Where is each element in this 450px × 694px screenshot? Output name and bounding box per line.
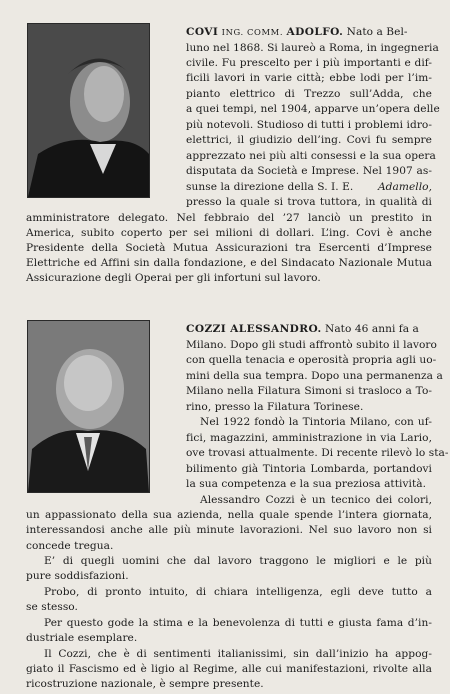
cozzi-name: COZZI ALESSANDRO. (186, 323, 322, 335)
cozzi-line-15: concede tregua. (26, 540, 114, 552)
cozzi-line-7: Nel 1922 fondò la Tintoria Milano, con uf- (200, 416, 432, 428)
cozzi-line-24: ricostruzione nazionale, è sempre presente. (26, 678, 264, 690)
covi-line-11 (186, 181, 432, 194)
cozzi-line-9: ove trovasi attualmente. Di recente rilevò lo sta- (186, 447, 449, 459)
covi-line-9: apprezzato nei più alti consessi e la sua opera (186, 150, 436, 162)
cozzi-line-22: Il Cozzi, che è di sentimenti italianissimi, sin dall’inizio ha appog- (44, 648, 432, 660)
portrait-adolfo-covi (27, 23, 150, 198)
cozzi-line-14: interessandosi anche alle più minute lavorazioni. Nel suo lavoro non si (26, 524, 432, 536)
covi-surname: COVI (186, 26, 219, 38)
cozzi-line-21: dustriale esemplare. (26, 632, 138, 644)
cozzi-line-23: giato il Fascismo ed è ligio al Regime, alle cui manifestazioni, rivolte alla (26, 663, 432, 675)
covi-line-4: ficili lavori in varie città; ebbe lodi per l’im- (186, 72, 432, 84)
cozzi-line-8: fici, magazzini, amministrazione in via Lario, (186, 432, 432, 444)
covi-line-6: a quei tempi, nel 1904, apparve un’opera delle (186, 103, 440, 115)
cozzi-line-19: se stesso. (26, 601, 78, 613)
cozzi-line-6: rino, presso la Filatura Torinese. (186, 401, 364, 413)
covi-line-14: America, subito coperto per sei milioni di dollari. L’ing. Covi è anche (26, 227, 432, 239)
cozzi-line-17: pure soddisfazioni. (26, 570, 129, 582)
covi-line-17: Assicurazione degli Operai per gli infortuni sul lavoro. (26, 272, 321, 284)
covi-company-name: Adamello, (377, 181, 432, 193)
portrait-alessandro-cozzi (27, 320, 150, 493)
cozzi-line-4: mini della sua tempra. Dopo una permanenza a (186, 370, 443, 382)
cozzi-line-12: Alessandro Cozzi è un tecnico dei colori, (200, 494, 432, 506)
covi-line-11-text: sunse la direzione della S. I. E. (186, 181, 354, 193)
cozzi-line-10: bilimento già Tintoria Lombarda, portandovi (186, 463, 432, 475)
portrait-adolfo-covi-image (28, 24, 149, 197)
covi-line-1 (186, 26, 429, 39)
covi-line-5: pianto elettrico di Trezzo sull’Adda, che (186, 88, 432, 100)
cozzi-line-18: Probo, di pronto intuito, di chiara intelligenza, egli deve tutto a (44, 586, 432, 598)
cozzi-line-16: E’ di quegli uomini che dal lavoro traggono le migliori e le più (44, 555, 432, 567)
cozzi-line-3: con quella tenacia e operosità propria agli uo- (186, 354, 437, 366)
cozzi-line-1-rest: Nato 46 anni fa a (321, 323, 419, 335)
cozzi-line-11: la sua competenza e la sua preziosa attività. (186, 478, 427, 490)
covi-line-10: disputata da Società e Imprese. Nel 1907 as- (186, 165, 432, 177)
covi-line-3: civile. Fu prescelto per i più importanti e dif- (186, 57, 432, 69)
covi-line-13: amministratore delegato. Nel febbraio del ’27 lanciò un prestito in (26, 212, 432, 224)
covi-given-name: ADOLFO. (286, 26, 344, 38)
covi-line-16: Elettriche ed Affini sin dalla fondazione, e del Sindacato Nazionale Mutua (26, 257, 432, 269)
covi-line-15: Presidente della Società Mutua Assicurazioni tra Esercenti d’Imprese (26, 242, 432, 254)
cozzi-line-13: un appassionato della sua azienda, nella quale spende l’intera giornata, (26, 509, 432, 521)
covi-line-8: elettrici, il giudizio dell’ing. Covi fu sempre (186, 134, 432, 146)
cozzi-line-20: Per questo gode la stima e la benevolenza di tutti e giusta fama d’in- (44, 617, 432, 629)
cozzi-line-2: Milano. Dopo gli studi affrontò subito il lavoro (186, 339, 437, 351)
covi-line-7: più notevoli. Studioso di tutti i problemi idro- (186, 119, 432, 131)
covi-line-12: presso la quale si trova tuttora, in qualità di (186, 196, 432, 208)
cozzi-line-5: Milano nella Filatura Simoni si trasloco a To- (186, 385, 432, 397)
covi-line-2: luno nel 1868. Si laureò a Roma, in ingegneria (186, 42, 439, 54)
covi-line-1-rest: Nato a Bel- (343, 26, 408, 38)
cozzi-line-1 (186, 323, 432, 336)
covi-title: ING. COMM. (221, 27, 284, 37)
portrait-alessandro-cozzi-image (28, 321, 149, 492)
